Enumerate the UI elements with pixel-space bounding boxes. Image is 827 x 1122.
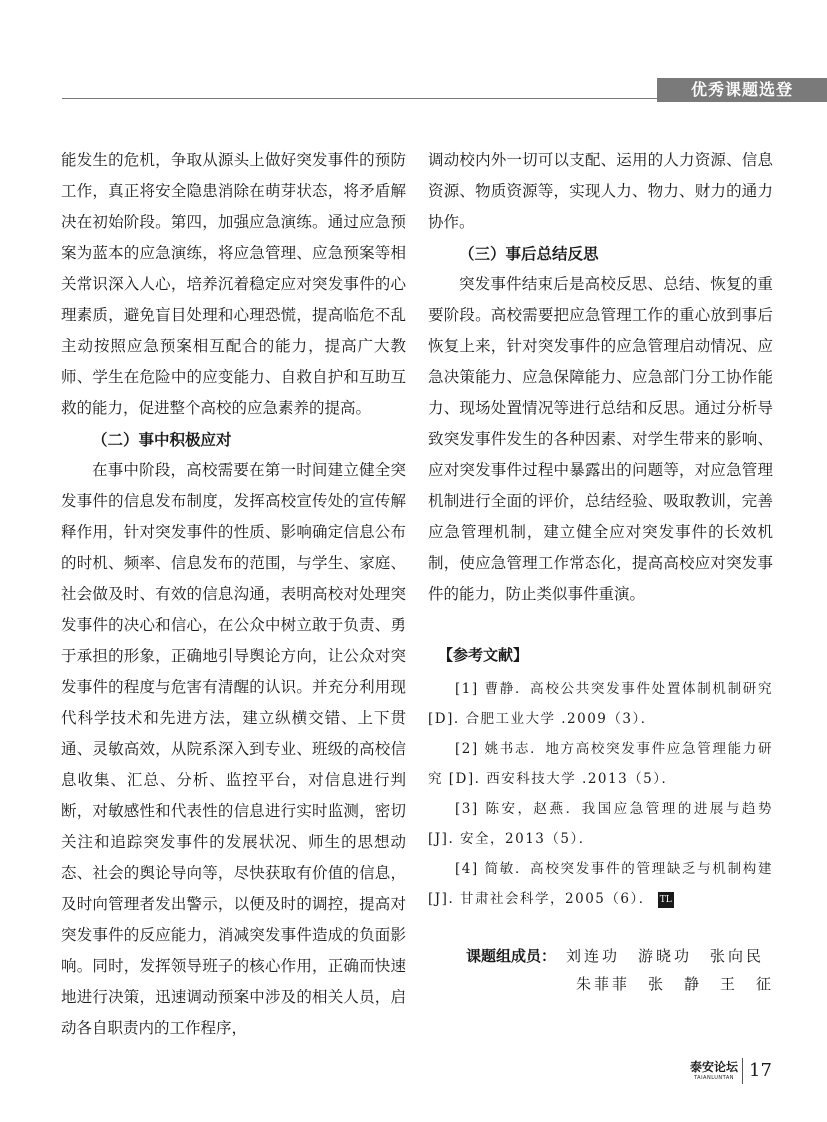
footer-brand-cn: 泰安论坛: [690, 1060, 739, 1074]
page-number: 17: [749, 1060, 772, 1081]
members-names: 朱菲菲 张 静 王 征: [576, 975, 775, 993]
body-paragraph: 能发生的危机，争取从源头上做好突发事件的预防工作，真正将安全隐患消除在萌芽状态，将矛盾解决在初始阶段。第四，加强应急演练。通过应急预案为蓝本的应急演练，将应急管理、应急预案等相关常识深入人心，培养沉着稳定应对突发事件的心理素质，避免盲目处理和心理恐慌，提高临危不乱主动按照应急预案相互配合的能力，提高广大教师、学生在危险中的应变能力、自救自护和互助互救的能力，促进整个高校的应急素养的提高。: [61, 151, 406, 417]
reference-item: [3] 陈安，赵燕．我国应急管理的进展与趋势 [J]. 安全，2013（5）．: [428, 801, 773, 847]
references-section: [428, 640, 773, 914]
footer-logo: [690, 1060, 738, 1082]
members-names: 刘连功 游晓功 张向民: [566, 947, 765, 965]
section-heading: （三）事后总结反思: [459, 244, 599, 263]
footer-divider: [742, 1058, 743, 1084]
body-paragraph: 在事中阶段，高校需要在第一时间建立健全突发事件的信息发布制度，发挥高校宣传处的宣传解释作用，针对突发事件的性质、影响确定信息公布的时机、频率、信息发布的范围，与学生、家庭、社会做及时、有效的信息沟通，表明高校对处理突发事件的决心和信心，在公众中树立敢于负责、勇于承担的形象，正确地引导舆论方向，让公众对突发事件的程度与危害有清醒的认识。并充分利用现代科学技术和先进方法，建立纵横交错、上下贯通、灵敏高效，从院系深入到专业、班级的高校信息收集、汇总、分析、监控平台，对信息进行判断，对敏感性和代表性的信息进行实时监测，密切关注和追踪突发事件的发展状况、师生的思想动态、社会的舆论导向等，尽快获取有价值的信息，及时向管理者发出警示，以便及时的调控，提高对突发事件的反应能力，消减突发事件造成的负面影响。同时，发挥领导班子的核心作用，正确而快速地进行决策，迅速调动预案中涉及的相关人员，启动各自职责内的工作程序，: [61, 461, 406, 1037]
reference-item: [428, 854, 773, 914]
left-column: [61, 145, 406, 1044]
section-heading: （二）事中积极应对: [92, 430, 232, 449]
footer-brand-en: TAIANLUNTAN: [694, 1075, 734, 1081]
reference-item: [1] 曹静．高校公共突发事件处置体制机制研究 [D]. 合肥工业大学 .2009（3）．: [428, 681, 773, 727]
project-members: [466, 942, 786, 998]
section-tag: 优秀课题选登: [657, 78, 827, 102]
end-mark-icon: TL: [658, 892, 674, 908]
right-column: [428, 145, 773, 610]
members-label: 课题组成员：: [466, 947, 557, 965]
reference-item: [2] 姚书志．地方高校突发事件应急管理能力研究 [D]. 西安科技大学 .2013（5）．: [428, 741, 773, 787]
references-title: 【参考文献】: [438, 646, 529, 664]
body-paragraph: 突发事件结束后是高校反思、总结、恢复的重要阶段。高校需要把应急管理工作的重心放到事后恢复上来，针对突发事件的应急管理启动情况、应急决策能力、应急保障能力、应急部门分工协作能力、现场处置情况等进行总结和反思。通过分析导致突发事件发生的各种因素、对学生带来的影响、应对突发事件过程中暴露出的问题等，对应急管理机制进行全面的评价，总结经验、吸取教训，完善应急管理机制，建立健全应对突发事件的长效机制，使应急管理工作常态化，提高高校应对突发事件的能力，防止类似事件重演。: [428, 275, 773, 603]
body-paragraph: 调动校内外一切可以支配、运用的人力资源、信息资源、物质资源等，实现人力、物力、财力的通力协作。: [428, 151, 773, 231]
reference-text: [4] 简敏．高校突发事件的管理缺乏与机制构建 [J]. 甘肃社会科学，2005（6）．: [428, 861, 773, 907]
